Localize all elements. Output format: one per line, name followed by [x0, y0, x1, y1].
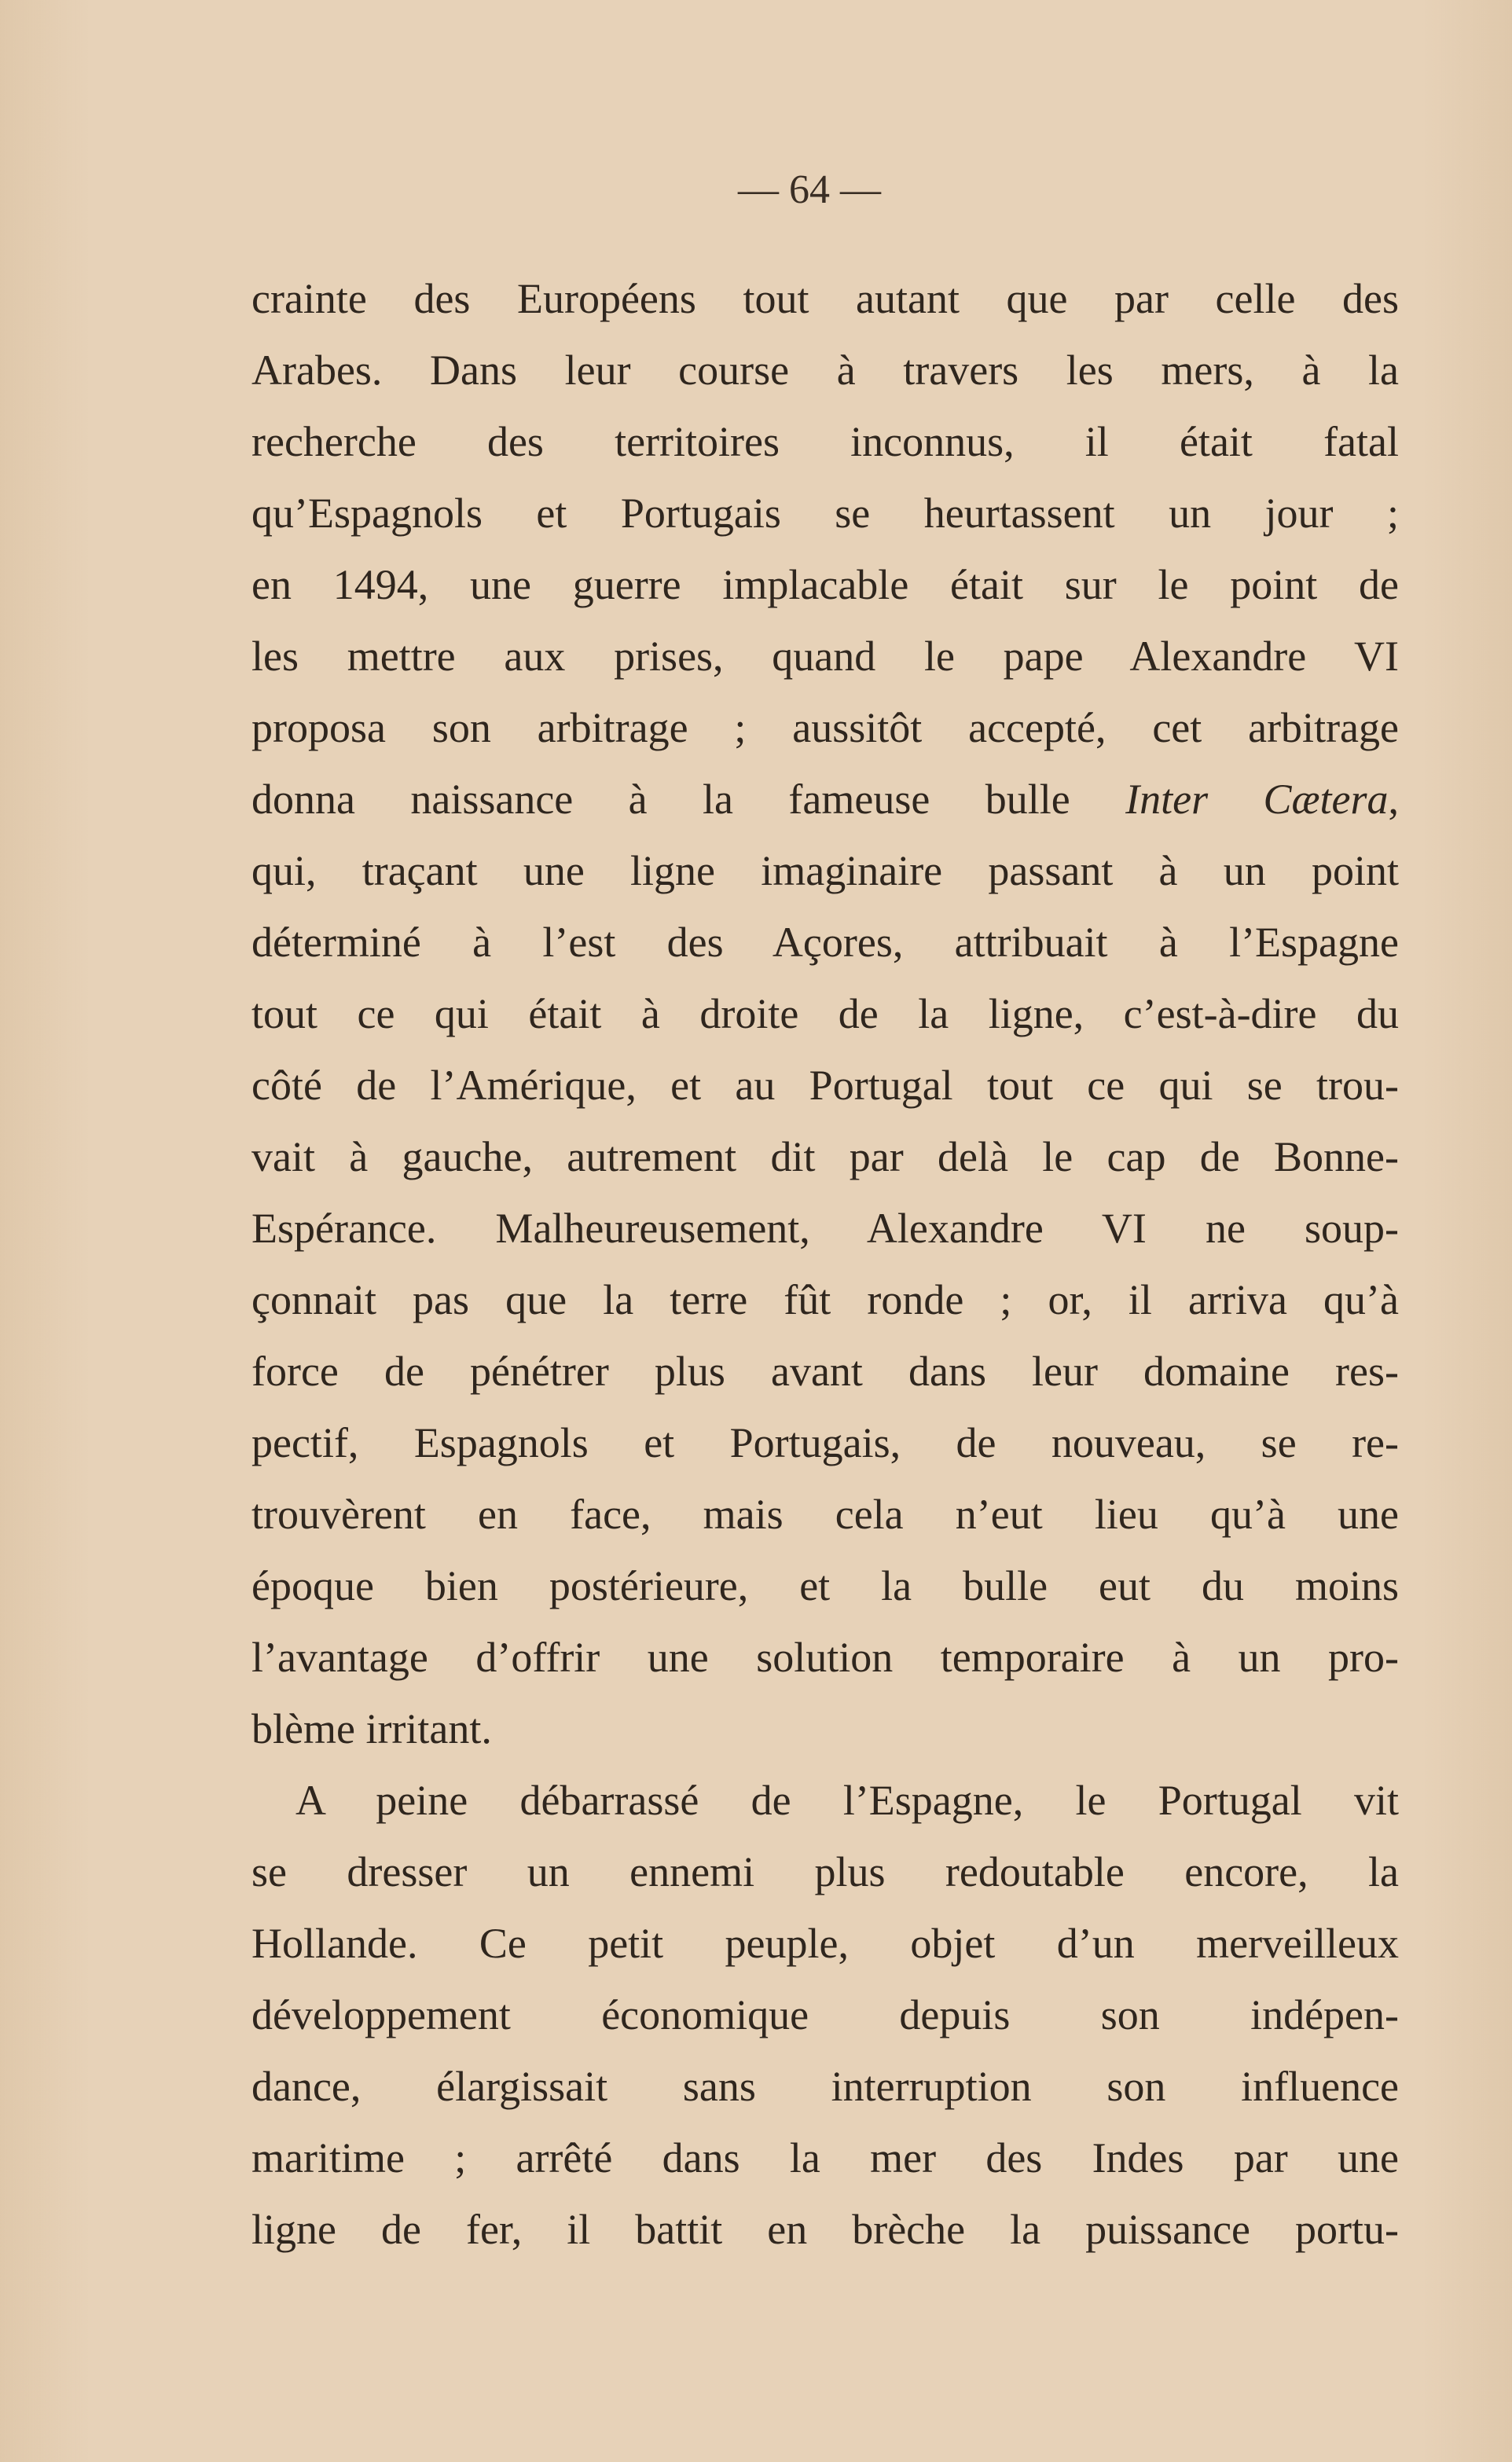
text-line — [251, 406, 1399, 478]
text-line — [251, 1193, 1399, 1264]
text-line — [251, 978, 1399, 1050]
text-segment: déterminé à l’est des Açores, attribuait à l’Espagne — [251, 919, 1399, 966]
text-line — [251, 1336, 1399, 1407]
text-segment: développement économique depuis son indépen- — [251, 1991, 1399, 2038]
text-segment: pectif, Espagnols et Portugais, de nouveau, se re- — [251, 1419, 1399, 1466]
text-line — [251, 1980, 1399, 2051]
text-segment: recherche des territoires inconnus, il était fatal — [251, 418, 1399, 465]
text-segment: trouvèrent en face, mais cela n’eut lieu qu’à une — [251, 1491, 1399, 1538]
text-segment: Arabes. Dans leur course à travers les mers, à la — [251, 347, 1399, 394]
text-line — [251, 263, 1399, 335]
text-segment: Espérance. Malheureusement, Alexandre VI ne soup- — [251, 1205, 1399, 1252]
text-line — [251, 1479, 1399, 1550]
text-segment: crainte des Européens tout autant que par celle des — [251, 275, 1399, 322]
text-segment: vait à gauche, autrement dit par delà le cap de Bonne- — [251, 1133, 1399, 1180]
text-segment: qui, traçant une ligne imaginaire passant à un point — [251, 847, 1399, 894]
text-segment: donna naissance à la fameuse bulle — [251, 776, 1126, 823]
text-segment: se dresser un ennemi plus redoutable encore, la — [251, 1848, 1399, 1895]
text-segment: proposa son arbitrage ; aussitôt accepté, cet arbitrage — [251, 704, 1399, 751]
text-line — [251, 907, 1399, 978]
text-line — [251, 621, 1399, 692]
text-segment: l’avantage d’offrir une solution temporaire à un pro- — [251, 1634, 1399, 1681]
text-line — [251, 549, 1399, 621]
text-segment: maritime ; arrêté dans la mer des Indes par une — [251, 2134, 1399, 2181]
page-number: — 64 — — [738, 167, 881, 212]
text-line — [251, 692, 1399, 764]
text-line — [251, 2194, 1399, 2266]
text-line — [251, 1121, 1399, 1193]
italic-title: Inter Cætera — [1125, 776, 1389, 823]
text-segment: qu’Espagnols et Portugais se heurtassent un jour ; — [251, 490, 1399, 537]
text-segment: dance, élargissait sans interruption son influence — [251, 2063, 1399, 2110]
text-segment: tout ce qui était à droite de la ligne, c’est-à-dire du — [251, 990, 1399, 1037]
body-text — [251, 263, 1399, 2266]
text-line — [251, 1908, 1399, 1980]
text-line — [251, 1050, 1399, 1121]
text-line — [251, 1550, 1399, 1622]
text-line — [251, 1622, 1399, 1693]
text-segment: A peine débarrassé de l’Espagne, le Portugal vit — [295, 1777, 1399, 1824]
text-line — [251, 1693, 1399, 1765]
text-segment: côté de l’Amérique, et au Portugal tout ce qui se trou- — [251, 1062, 1399, 1109]
text-line — [251, 1264, 1399, 1336]
text-line — [251, 1836, 1399, 1908]
text-line — [251, 1765, 1399, 1836]
text-segment: Hollande. Ce petit peuple, objet d’un merveilleux — [251, 1920, 1399, 1967]
text-segment: , — [1388, 776, 1399, 823]
text-line — [251, 1407, 1399, 1479]
text-line — [251, 2051, 1399, 2123]
text-segment: époque bien postérieure, et la bulle eut du moins — [251, 1562, 1399, 1609]
text-line — [251, 478, 1399, 549]
text-segment: force de pénétrer plus avant dans leur domaine res- — [251, 1348, 1399, 1395]
text-segment: çonnait pas que la terre fût ronde ; or, il arriva qu’à — [251, 1276, 1399, 1323]
text-line — [251, 764, 1399, 835]
text-segment: en 1494, une guerre implacable était sur le point de — [251, 561, 1399, 608]
text-line — [251, 835, 1399, 907]
text-line — [251, 2123, 1399, 2194]
text-segment: blème irritant. — [251, 1705, 492, 1752]
text-line — [251, 335, 1399, 406]
text-segment: les mettre aux prises, quand le pape Alexandre VI — [251, 633, 1399, 680]
text-segment: ligne de fer, il battit en brèche la puissance portu- — [251, 2206, 1399, 2253]
